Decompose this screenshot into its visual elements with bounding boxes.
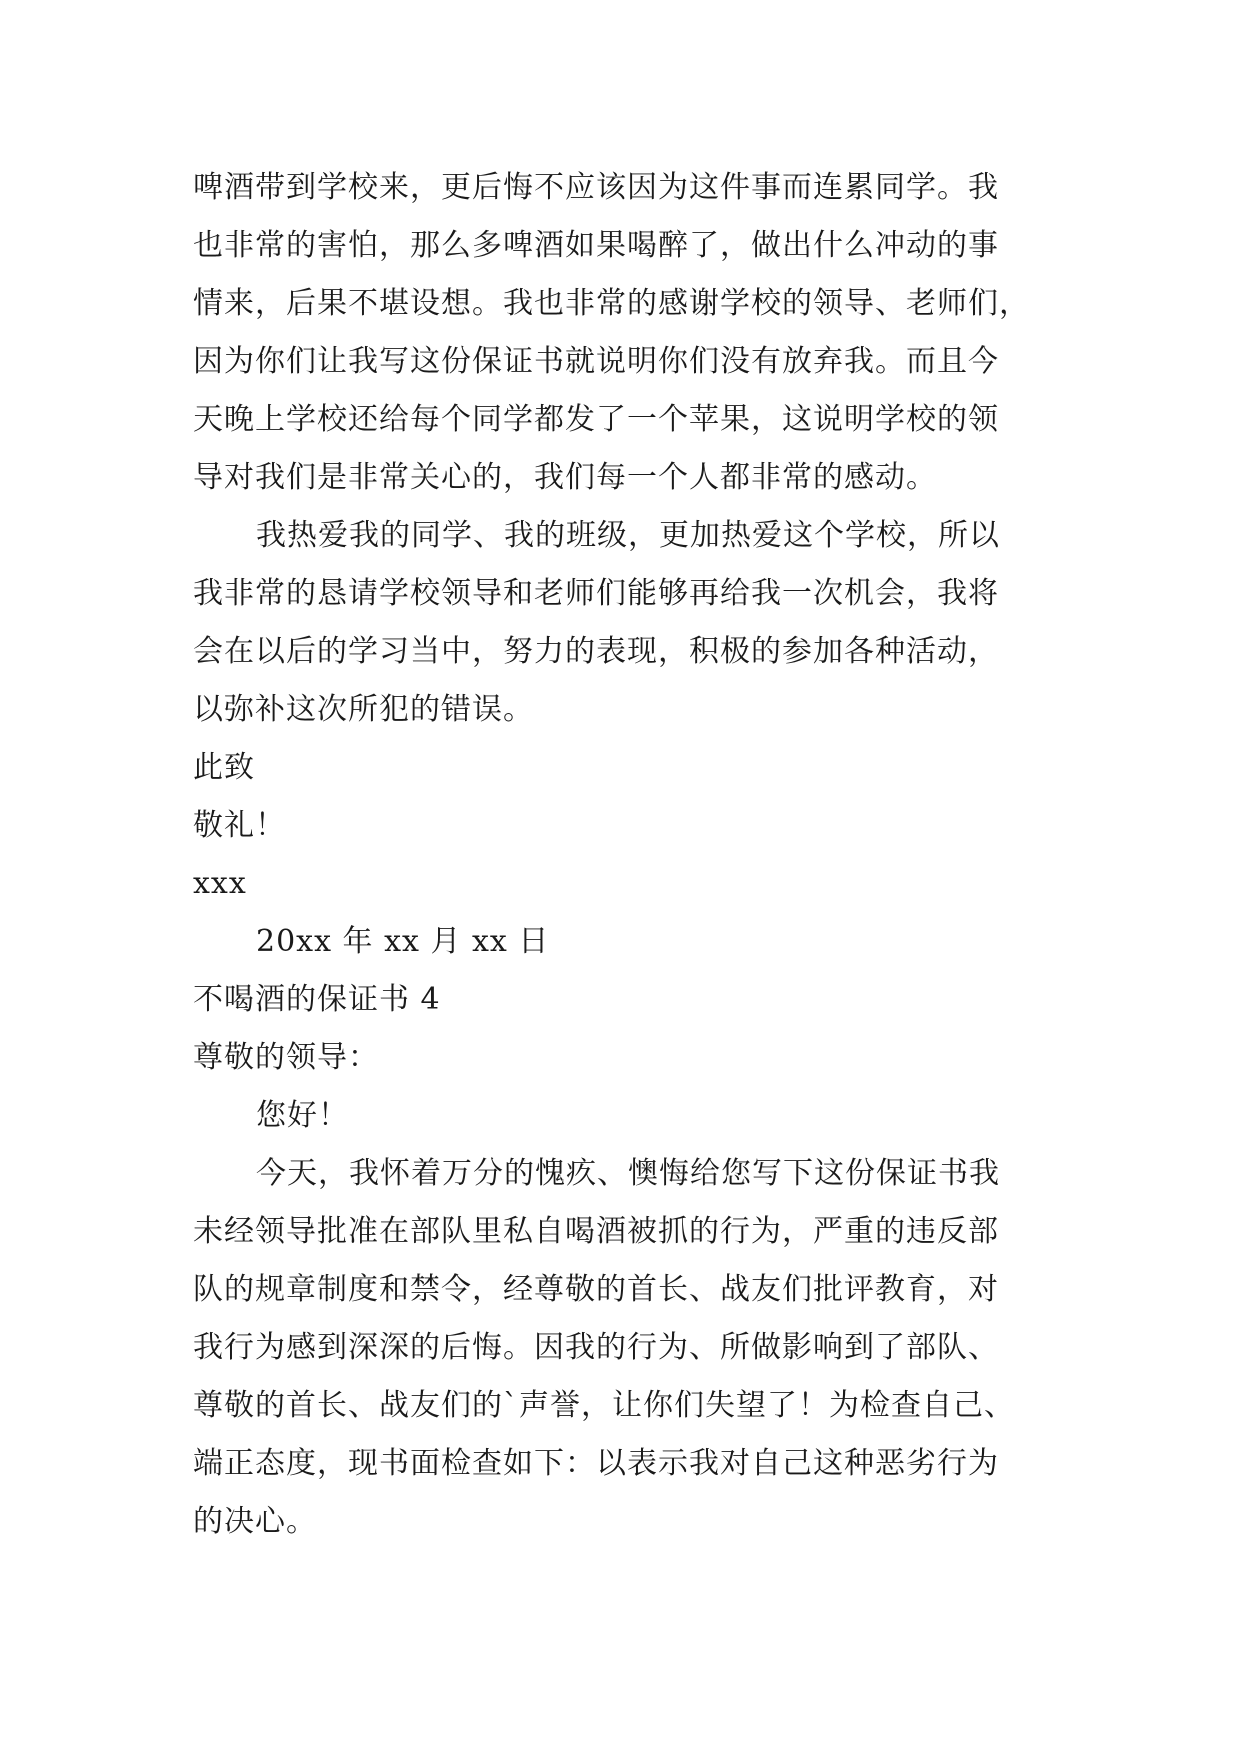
paragraph-line: 端正态度，现书面检查如下：以表示我对自己这种恶劣行为 <box>193 1446 999 1481</box>
paragraph-line: 导对我们是非常关心的，我们每一个人都非常的感动。 <box>193 460 937 495</box>
paragraph-line: 以弥补这次所犯的错误。 <box>193 692 534 727</box>
closing-line: 此致 <box>193 750 255 785</box>
section-title: 不喝酒的保证书 4 <box>193 982 441 1017</box>
salutation-line: 敬礼！ <box>193 808 286 843</box>
paragraph-line: 的决心。 <box>193 1504 317 1539</box>
signature-name: xxx <box>193 866 247 901</box>
greeting-line: 尊敬的领导： <box>193 1040 379 1075</box>
paragraph-line: 我行为感到深深的后悔。因我的行为、所做影响到了部队、 <box>193 1330 999 1365</box>
paragraph-line: 因为你们让我写这份保证书就说明你们没有放弃我。而且今 <box>193 344 999 379</box>
paragraph-line: 今天，我怀着万分的愧疚、懊悔给您写下这份保证书我 <box>256 1156 1000 1191</box>
paragraph-line: 情来，后果不堪设想。我也非常的感谢学校的领导、老师们， <box>193 286 1030 321</box>
paragraph-line: 我热爱我的同学、我的班级，更加热爱这个学校，所以 <box>256 518 1000 553</box>
paragraph-line: 我非常的恳请学校领导和老师们能够再给我一次机会，我将 <box>193 576 999 611</box>
paragraph-line: 也非常的害怕，那么多啤酒如果喝醉了，做出什么冲动的事 <box>193 228 999 263</box>
greeting-line: 您好！ <box>256 1098 349 1133</box>
signature-date: 20xx 年 xx 月 xx 日 <box>256 924 550 959</box>
paragraph-line: 未经领导批准在部队里私自喝酒被抓的行为，严重的违反部 <box>193 1214 999 1249</box>
paragraph-line: 天晚上学校还给每个同学都发了一个苹果，这说明学校的领 <box>193 402 999 437</box>
paragraph-line: 队的规章制度和禁令，经尊敬的首长、战友们批评教育，对 <box>193 1272 999 1307</box>
paragraph-line: 会在以后的学习当中，努力的表现，积极的参加各种活动， <box>193 634 999 669</box>
paragraph-line: 啤酒带到学校来，更后悔不应该因为这件事而连累同学。我 <box>193 170 999 205</box>
paragraph-line: 尊敬的首长、战友们的`声誉，让你们失望了！为检查自己、 <box>193 1388 1015 1423</box>
